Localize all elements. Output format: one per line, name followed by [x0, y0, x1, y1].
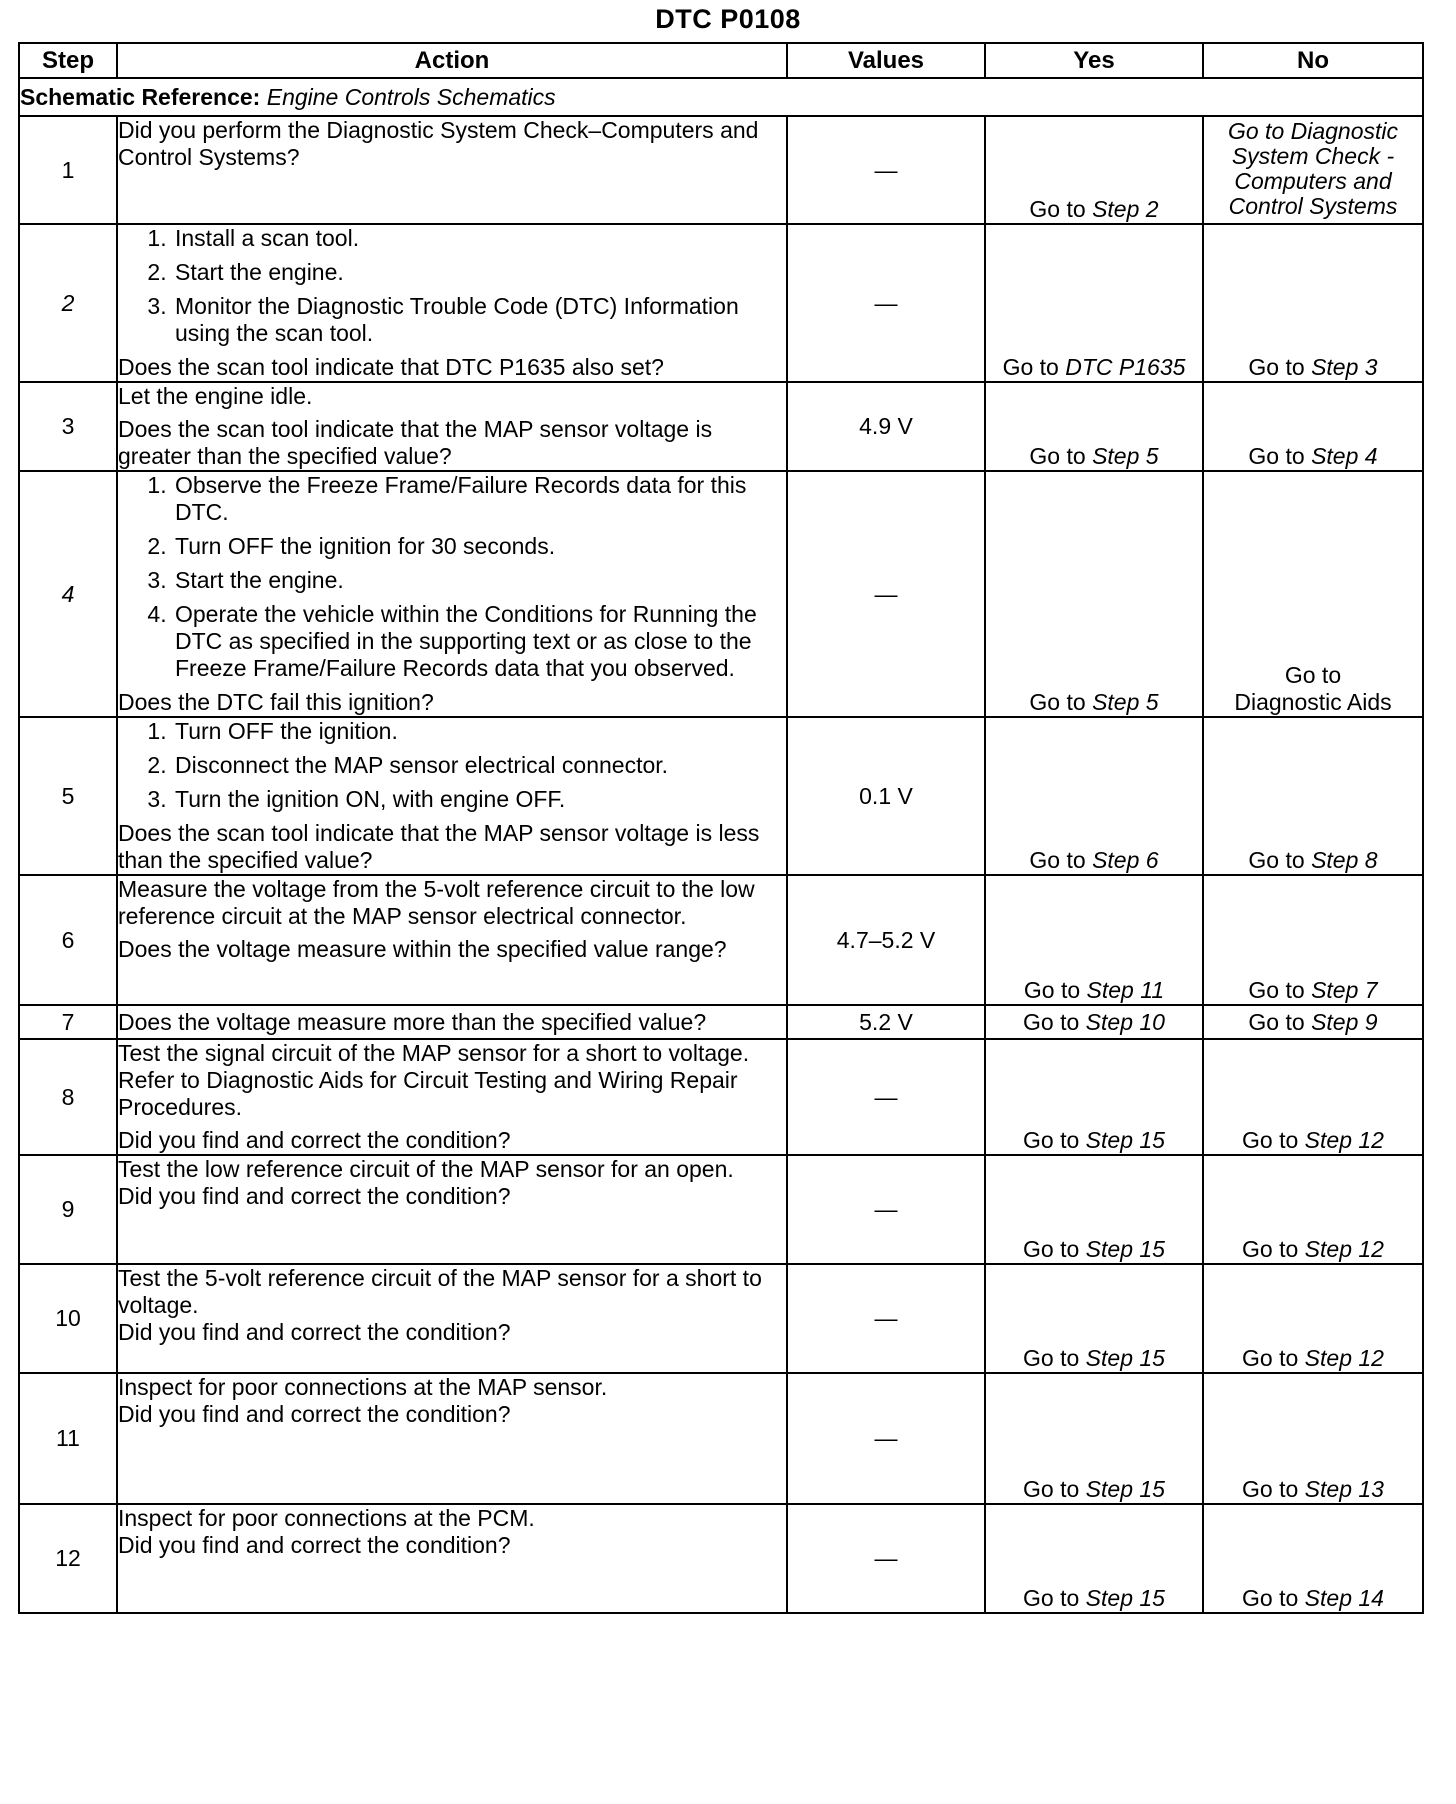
- table-row: [19, 116, 1423, 224]
- no-cell: [1203, 224, 1423, 382]
- value-cell: —: [787, 116, 985, 224]
- no-target[interactable]: Step 12: [1304, 1345, 1384, 1371]
- action-content: [118, 1156, 786, 1210]
- action-cell: [117, 1504, 787, 1613]
- table-row: [19, 1005, 1423, 1039]
- step-number: 10: [19, 1264, 117, 1373]
- goto-text: Go to: [1029, 443, 1086, 469]
- no-line[interactable]: Control Systems: [1228, 193, 1398, 219]
- values-header: Values: [787, 43, 985, 78]
- action-cell: [117, 471, 787, 717]
- goto-text: Go to: [1242, 1236, 1299, 1262]
- value-cell: —: [787, 1039, 985, 1155]
- action-cell: [117, 224, 787, 382]
- schematic-reference-row: [19, 78, 1423, 116]
- action-cell: [117, 382, 787, 471]
- no-cell: [1203, 1005, 1423, 1039]
- yes-cell: [985, 1005, 1203, 1039]
- yes-target[interactable]: Step 10: [1085, 1008, 1165, 1035]
- action-text: Test the 5-volt reference circuit of the MAP sensor for a short to voltage.: [118, 1265, 762, 1318]
- no-target[interactable]: Step 4: [1311, 443, 1378, 469]
- yes-cell: [985, 1373, 1203, 1504]
- action-text: Did you perform the Diagnostic System Check–Computers and Control Systems?: [118, 117, 759, 170]
- no-cell: [1203, 382, 1423, 471]
- table-row: [19, 382, 1423, 471]
- value-cell: 5.2 V: [787, 1005, 985, 1039]
- goto-text: Go to: [1248, 1008, 1305, 1035]
- action-item: 1. Observe the Freeze Frame/Failure Records data for this DTC.: [173, 472, 786, 526]
- action-item: 4. Operate the vehicle within the Conditions for Running the DTC as specified in the supporting text or as close to the Freeze Frame/Failure Records data that you observed.: [173, 601, 786, 682]
- no-target[interactable]: Step 7: [1311, 977, 1378, 1003]
- no-cell: [1203, 875, 1423, 1005]
- goto-text: Go to: [1242, 1476, 1299, 1502]
- goto-text: Go to: [1029, 689, 1086, 715]
- yes-cell: [985, 1039, 1203, 1155]
- yes-target[interactable]: Step 15: [1085, 1127, 1165, 1153]
- action-cell: [117, 1039, 787, 1155]
- action-question: Does the voltage measure within the specified value range?: [118, 936, 727, 962]
- step-number: 3: [19, 382, 117, 471]
- action-list: [118, 472, 786, 682]
- no-target[interactable]: Step 12: [1304, 1236, 1384, 1262]
- goto-text: Go to: [1248, 847, 1305, 873]
- yes-target[interactable]: Step 15: [1085, 1345, 1165, 1371]
- action-text: Does the voltage measure more than the specified value?: [118, 1008, 707, 1035]
- action-question: Did you find and correct the condition?: [118, 1532, 511, 1558]
- no-line[interactable]: Diagnostic Aids: [1234, 689, 1392, 715]
- goto-text: Go to: [1242, 1585, 1299, 1611]
- step-header: Step: [19, 43, 117, 78]
- action-question: Does the scan tool indicate that the MAP sensor voltage is less than the specified value?: [118, 820, 760, 873]
- action-header: Action: [117, 43, 787, 78]
- yes-target[interactable]: Step 11: [1086, 977, 1165, 1003]
- yes-cell: [985, 471, 1203, 717]
- step-number: 7: [19, 1005, 117, 1039]
- action-question: Does the scan tool indicate that DTC P1635 also set?: [118, 354, 664, 380]
- yes-cell: [985, 1155, 1203, 1264]
- action-cell: [117, 1373, 787, 1504]
- goto-text: Go to: [1029, 196, 1086, 222]
- table-row: [19, 1155, 1423, 1264]
- value-cell: —: [787, 1264, 985, 1373]
- no-cell: [1203, 1039, 1423, 1155]
- step-number: 12: [19, 1504, 117, 1613]
- action-text: Inspect for poor connections at the MAP sensor.: [118, 1374, 608, 1400]
- value-cell: 0.1 V: [787, 717, 985, 875]
- action-question: Does the DTC fail this ignition?: [118, 689, 434, 715]
- action-question: Did you find and correct the condition?: [118, 1183, 511, 1209]
- action-item: 1. Install a scan tool.: [173, 225, 786, 252]
- action-cell: [117, 116, 787, 224]
- no-line[interactable]: Computers and: [1234, 168, 1392, 194]
- value-cell: —: [787, 471, 985, 717]
- table-row: [19, 1504, 1423, 1613]
- no-cell: [1203, 116, 1423, 224]
- page-title: DTC P0108: [655, 4, 801, 34]
- schematic-reference: [19, 78, 1423, 116]
- yes-target[interactable]: Step 5: [1092, 689, 1159, 715]
- yes-target[interactable]: Step 15: [1085, 1236, 1165, 1262]
- step-number: 8: [19, 1039, 117, 1155]
- no-cell: [1203, 1264, 1423, 1373]
- step-number: 1: [19, 116, 117, 224]
- action-item: 1. Turn OFF the ignition.: [173, 718, 786, 745]
- no-target[interactable]: Step 9: [1311, 1008, 1378, 1035]
- no-target[interactable]: Step 8: [1311, 847, 1378, 873]
- yes-cell: [985, 224, 1203, 382]
- action-text: Measure the voltage from the 5-volt reference circuit to the low reference circuit at the MAP sensor electrical connector.: [118, 876, 755, 929]
- schematic-label: Schematic Reference:: [20, 83, 261, 110]
- goto-text: Go to: [1023, 977, 1081, 1003]
- action-item: 2. Turn OFF the ignition for 30 seconds.: [173, 533, 786, 560]
- no-cell: [1203, 1504, 1423, 1613]
- goto-text: Go to: [1248, 977, 1305, 1003]
- goto-text: Go to: [1023, 1476, 1080, 1502]
- action-question: Does the scan tool indicate that the MAP sensor voltage is greater than the specified value?: [118, 416, 713, 469]
- no-cell: [1203, 1373, 1423, 1504]
- yes-cell: [985, 1264, 1203, 1373]
- goto-text: Go to: [1023, 1236, 1080, 1262]
- yes-target[interactable]: Step 15: [1085, 1476, 1165, 1502]
- value-cell: 4.7–5.2 V: [787, 875, 985, 1005]
- step-number: 9: [19, 1155, 117, 1264]
- action-cell: [117, 1155, 787, 1264]
- action-content: [118, 1505, 786, 1559]
- value-cell: —: [787, 224, 985, 382]
- goto-text: Go to: [1248, 354, 1305, 380]
- goto-text: Go to: [1029, 847, 1086, 873]
- step-number: 11: [19, 1373, 117, 1504]
- no-target[interactable]: Step 13: [1304, 1476, 1384, 1502]
- action-cell: [117, 1264, 787, 1373]
- action-item: 3. Monitor the Diagnostic Trouble Code (DTC) Information using the scan tool.: [173, 293, 786, 347]
- table-row: [19, 224, 1423, 382]
- action-item: 3. Turn the ignition ON, with engine OFF.: [173, 786, 786, 813]
- goto-text: Go to: [1242, 1345, 1299, 1371]
- no-cell: [1203, 471, 1423, 717]
- value-cell: 4.9 V: [787, 382, 985, 471]
- goto-text: Go to: [1023, 1585, 1080, 1611]
- no-target[interactable]: Step 12: [1304, 1127, 1384, 1153]
- schematic-link[interactable]: Engine Controls Schematics: [266, 83, 556, 110]
- action-item: 3. Start the engine.: [173, 567, 786, 594]
- goto-text: Go to: [1023, 1127, 1080, 1153]
- goto-text: Go to: [1242, 1127, 1299, 1153]
- header-row: [19, 43, 1423, 78]
- table-row: [19, 875, 1423, 1005]
- yes-cell: [985, 116, 1203, 224]
- no-target[interactable]: Step 3: [1311, 354, 1378, 380]
- yes-target[interactable]: DTC P1635: [1065, 354, 1186, 380]
- yes-target[interactable]: Step 15: [1085, 1585, 1165, 1611]
- action-question: Did you find and correct the condition?: [118, 1401, 511, 1427]
- yes-cell: [985, 1504, 1203, 1613]
- table-row: [19, 1373, 1423, 1504]
- action-cell: [117, 717, 787, 875]
- no-cell: [1203, 717, 1423, 875]
- goto-text: Go to: [1002, 354, 1059, 380]
- goto-text: Go to: [1248, 443, 1305, 469]
- yes-target[interactable]: Step 5: [1092, 443, 1159, 469]
- yes-target[interactable]: Step 2: [1092, 196, 1159, 222]
- action-question: Did you find and correct the condition?: [118, 1319, 511, 1345]
- no-line[interactable]: System Check -: [1231, 143, 1395, 169]
- no-line[interactable]: Go to: [1284, 662, 1342, 688]
- action-item: 2. Disconnect the MAP sensor electrical connector.: [173, 752, 786, 779]
- action-text: Test the low reference circuit of the MAP sensor for an open.: [118, 1156, 734, 1182]
- action-content: [118, 1374, 786, 1428]
- action-text: Test the signal circuit of the MAP sensor for a short to voltage. Refer to Diagnostic Aids for Circuit Testing and Wiring Repair Procedures.: [118, 1040, 750, 1120]
- yes-target[interactable]: Step 6: [1092, 847, 1159, 873]
- action-list: [118, 225, 786, 347]
- value-cell: —: [787, 1504, 985, 1613]
- step-number: 6: [19, 875, 117, 1005]
- step-number: 5: [19, 717, 117, 875]
- no-header: No: [1203, 43, 1423, 78]
- action-cell: [117, 1005, 787, 1039]
- action-content: [118, 1265, 786, 1346]
- action-list: [118, 718, 786, 813]
- table-row: [19, 471, 1423, 717]
- goto-text: Go to: [1023, 1008, 1080, 1035]
- no-cell: [1203, 1155, 1423, 1264]
- yes-cell: [985, 382, 1203, 471]
- action-cell: [117, 875, 787, 1005]
- action-item: 2. Start the engine.: [173, 259, 786, 286]
- action-text: Let the engine idle.: [118, 383, 313, 409]
- no-line[interactable]: Go to Diagnostic: [1227, 118, 1399, 144]
- yes-header: Yes: [985, 43, 1203, 78]
- action-question: Did you find and correct the condition?: [118, 1127, 511, 1153]
- yes-cell: [985, 717, 1203, 875]
- step-number: 4: [19, 471, 117, 717]
- table-row: [19, 1264, 1423, 1373]
- table-row: [19, 717, 1423, 875]
- value-cell: —: [787, 1373, 985, 1504]
- table-row: [19, 1039, 1423, 1155]
- action-text: Inspect for poor connections at the PCM.: [118, 1505, 535, 1531]
- step-number: 2: [19, 224, 117, 382]
- value-cell: —: [787, 1155, 985, 1264]
- yes-cell: [985, 875, 1203, 1005]
- diagnostic-table: [18, 42, 1424, 1614]
- no-target[interactable]: Step 14: [1304, 1585, 1384, 1611]
- goto-text: Go to: [1023, 1345, 1080, 1371]
